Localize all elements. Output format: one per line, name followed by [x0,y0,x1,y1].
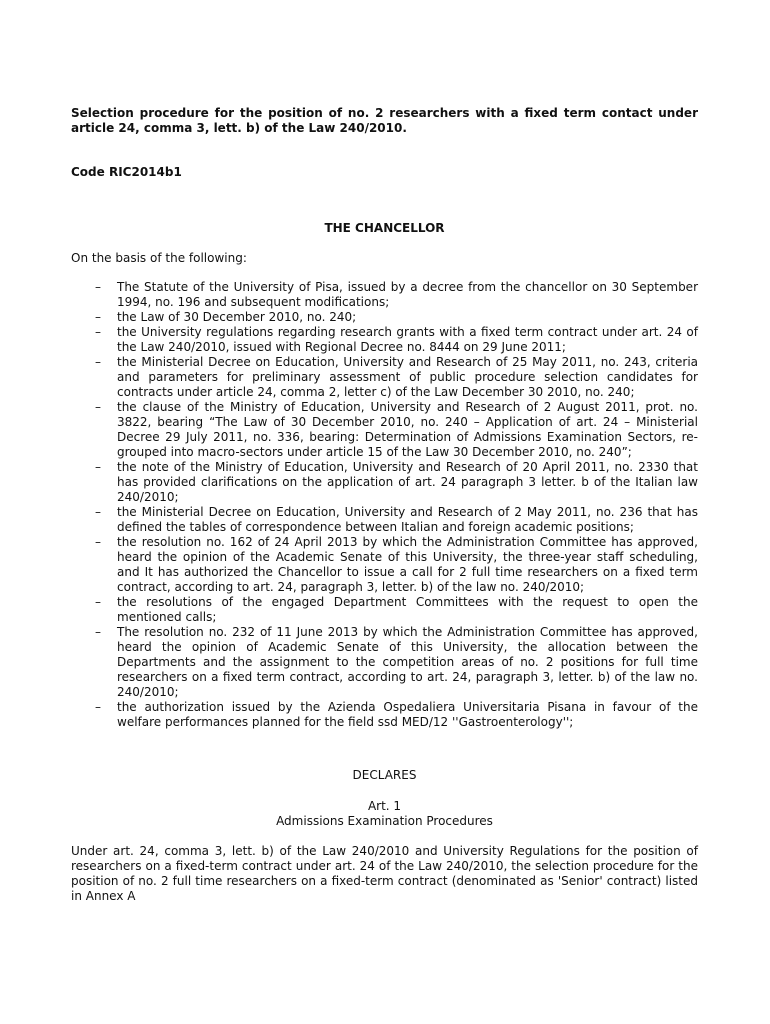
article-number: Art. 1 [367,799,402,813]
list-item [71,535,698,595]
dash-bullet-icon: – [95,535,101,549]
list-item [71,505,698,535]
list-item-text: the resolution no. 162 of 24 April 2013 by which the Administration Committee has approved, heard the opinion of the Academic Senate of this University, the three-year staff scheduling, and It has authorized the Chancellor to issue a call for 2 full time researchers on a fixed term contract, according to art. 24, paragraph 3, letter. b) of the law no. 240/2010; [117,535,698,594]
dash-bullet-icon: – [95,460,101,474]
list-item [71,355,698,400]
list-item-text: the University regulations regarding research grants with a fixed term contract under art. 24 of the Law 240/2010, issued with Regional Decree no. 8444 on 29 June 2011; [117,325,698,354]
list-item-text: the resolutions of the engaged Department Committees with the request to open the mentioned calls; [117,595,698,624]
dash-bullet-icon: – [95,700,101,714]
list-item [71,310,698,325]
document-code: Code RIC2014b1 [71,165,182,179]
list-item-text: the authorization issued by the Azienda Ospedaliera Universitaria Pisana in favour of the welfare performances planned for the field ssd MED/12 ''Gastroenterology''; [117,700,698,729]
list-item [71,325,698,355]
dash-bullet-icon: – [95,505,101,519]
list-item-text: the clause of the Ministry of Education, University and Research of 2 August 2011, prot. no. 3822, bearing “The Law of 30 December 2010, no. 240 – Application of art. 24 – Ministerial Decree 29 July 2011, no. 336, bearing: Determination of Admissions Examination Sectors, re-grouped into macro-sectors under article 15 of the Law 30 December 2010, no. 240”; [117,400,698,459]
list-item [71,595,698,625]
dash-bullet-icon: – [95,595,101,609]
document-title: Selection procedure for the position of no. 2 researchers with a fixed term contact under article 24, comma 3, lett. b) of the Law 240/2010. [71,106,698,135]
declares-heading: DECLARES [352,768,417,782]
dash-bullet-icon: – [95,325,101,339]
list-item [71,280,698,310]
list-item [71,460,698,505]
list-item [71,700,698,730]
list-item-text: The resolution no. 232 of 11 June 2013 by which the Administration Committee has approved, heard the opinion of Academic Senate of this University, the allocation between the Departments and the assignment to the competition areas of no. 2 positions for full time researchers on a fixed term contract, according to art. 24, paragraph 3, letter. b) of the law no. 240/2010; [117,625,698,699]
list-item-text: the Law of 30 December 2010, no. 240; [117,310,357,324]
list-item [71,400,698,460]
list-item [71,625,698,700]
article-title: Admissions Examination Procedures [276,814,493,828]
dash-bullet-icon: – [95,400,101,414]
dash-bullet-icon: – [95,310,101,324]
document-content [71,106,698,904]
list-item-text: The Statute of the University of Pisa, issued by a decree from the chancellor on 30 September 1994, no. 196 and subsequent modifications; [117,280,698,309]
dash-bullet-icon: – [95,625,101,639]
dash-bullet-icon: – [95,280,101,294]
list-item-text: the Ministerial Decree on Education, University and Research of 25 May 2011, no. 243, criteria and parameters for preliminary assessment of public procedure selection candidates for contracts under article 24, comma 2, letter c) of the Law December 30 2010, no. 240; [117,355,698,399]
article-body: Under art. 24, comma 3, lett. b) of the Law 240/2010 and University Regulations for the position of researchers on a fixed-term contract under art. 24 of the Law 240/2010, the selection procedure for the position of no. 2 full time researchers on a fixed-term contract (denominated as 'Senior' contract) listed in Annex A [71,844,698,903]
considerations-list [71,280,698,730]
dash-bullet-icon: – [95,355,101,369]
chancellor-heading: THE CHANCELLOR [324,221,445,235]
list-item-text: the Ministerial Decree on Education, University and Research of 2 May 2011, no. 236 that has defined the tables of correspondence between Italian and foreign academic positions; [117,505,698,534]
list-item-text: the note of the Ministry of Education, University and Research of 20 April 2011, no. 2330 that has provided clarifications on the application of art. 24 paragraph 3 letter. b of the Italian law 240/2010; [117,460,698,504]
intro-text: On the basis of the following: [71,251,247,265]
